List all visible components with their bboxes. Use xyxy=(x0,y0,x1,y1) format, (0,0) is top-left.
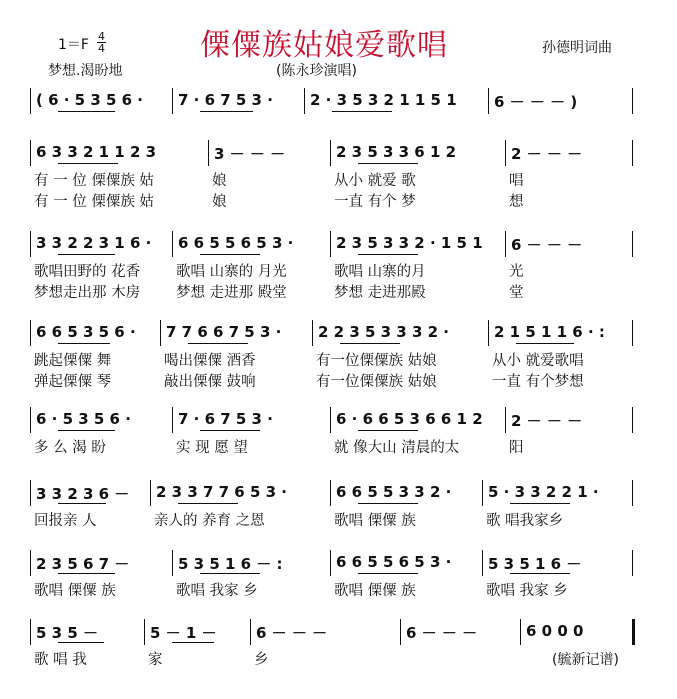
barline xyxy=(330,480,331,506)
measure-notes: 5 － 1 － xyxy=(150,624,217,642)
measure-notes: 2 3 5 6 7 － xyxy=(36,555,130,573)
lyric-segment: 喝出傈僳 酒香 xyxy=(164,353,256,369)
barline xyxy=(330,140,331,166)
lyric-segment: 梦想走出那 木房 xyxy=(34,285,141,301)
lyric-segment: 唱 xyxy=(509,173,524,189)
lyric-segment: 有一位傈僳族 姑娘 xyxy=(316,353,437,369)
lyric-segment: 歌 唱我家乡 xyxy=(486,513,564,529)
lyric-segment: 歌唱田野的 花香 xyxy=(34,264,141,280)
barline xyxy=(250,619,251,645)
lyric-segment: 娘 xyxy=(212,173,227,189)
lyric-segment: 歌唱 山寨的 月光 xyxy=(176,264,287,280)
note-beam xyxy=(358,163,418,164)
lyric-segment: 实 现 愿 望 xyxy=(176,440,248,456)
lyric-segment: 亲人的 养育 之恩 xyxy=(154,513,265,529)
measure-notes: 6 3 3 2 1 1 2 3 xyxy=(36,143,157,161)
barline xyxy=(304,88,305,114)
lyric-segment: 梦想 走进那殿 xyxy=(334,285,426,301)
lyric-segment: 梦想 走进那 殿堂 xyxy=(176,285,287,301)
measure-notes: 7 · 6 7 5 3 · xyxy=(178,91,273,109)
barline xyxy=(330,550,331,576)
lyric-segment: 阳 xyxy=(509,440,524,456)
lyric-segment: 歌唱 傈僳 族 xyxy=(34,583,116,599)
lyric-segment: 光 xyxy=(509,264,524,280)
time-signature xyxy=(97,31,106,54)
tempo-expression: 梦想.渴盼地 xyxy=(48,63,123,79)
barline xyxy=(632,140,633,166)
measure-notes: 6 6 5 5 6 5 3 · xyxy=(178,234,294,252)
note-beam xyxy=(178,503,238,504)
barline xyxy=(505,231,506,257)
note-beam xyxy=(200,254,260,255)
note-beam xyxy=(510,573,570,574)
note-beam xyxy=(332,111,392,112)
note-beam xyxy=(358,573,418,574)
note-beam xyxy=(358,503,418,504)
note-beam xyxy=(340,343,400,344)
note-beam xyxy=(58,573,115,574)
measure-notes: 5 · 3 3 2 2 1 · xyxy=(488,483,599,501)
barline xyxy=(482,480,483,506)
measure-notes: 7 7 6 6 7 5 3 · xyxy=(166,323,282,341)
measure-notes: 2 2 3 5 3 3 3 2 · xyxy=(318,323,449,341)
lyric-segment: 弹起傈僳 琴 xyxy=(34,374,112,390)
barline xyxy=(482,550,483,576)
barline xyxy=(312,320,313,346)
barline xyxy=(632,407,633,433)
song-title: 傈僳族姑娘爱歌唱 xyxy=(200,28,448,63)
measure-notes: 6 6 5 3 5 6 · xyxy=(36,323,136,341)
measure-notes: 2 3 5 3 3 2 · 1 5 1 xyxy=(336,234,483,252)
lyric-segment: 歌唱 我家 乡 xyxy=(176,583,258,599)
measure-notes: 3 3 2 3 6 － xyxy=(36,485,130,503)
barline xyxy=(505,140,506,166)
measure-notes: 5 3 5 1 6 － : xyxy=(178,555,283,573)
lyric-segment: 歌唱 傈僳 族 xyxy=(334,583,416,599)
lyric-segment: 就 像大山 清晨的太 xyxy=(334,440,460,456)
measure-notes: 5 3 5 1 6 － xyxy=(488,555,582,573)
measure-notes: 2 － － － xyxy=(511,145,583,163)
note-beam xyxy=(358,430,418,431)
note-beam xyxy=(200,430,260,431)
note-beam xyxy=(516,343,574,344)
barline xyxy=(30,320,31,346)
note-beam xyxy=(358,254,418,255)
note-beam xyxy=(172,642,214,643)
lyric-segment: 一直 有个梦想 xyxy=(492,374,584,390)
measure-notes: 5 3 5 － xyxy=(36,624,98,642)
note-beam xyxy=(58,163,118,164)
note-beam xyxy=(58,111,115,112)
lyric-segment: 歌 唱 我 xyxy=(34,652,87,668)
key-signature: 1＝F xyxy=(58,37,89,53)
note-beam xyxy=(58,254,115,255)
note-beam xyxy=(58,642,104,643)
note-beam xyxy=(58,343,110,344)
barline xyxy=(400,619,401,645)
measure-notes: 3 3 2 2 3 1 6 · xyxy=(36,234,152,252)
lyric-segment: 跳起傈僳 舞 xyxy=(34,353,112,369)
lyric-segment: 多 么 渴 盼 xyxy=(34,440,106,456)
barline xyxy=(632,320,633,346)
lyric-segment: 歌唱 我家 乡 xyxy=(486,583,568,599)
measure-notes: 2 · 3 5 3 2 1 1 5 1 xyxy=(310,91,457,109)
lyric-segment: 娘 xyxy=(212,194,227,210)
barline xyxy=(172,550,173,576)
lyric-segment: 歌唱 傈僳 族 xyxy=(334,513,416,529)
barline xyxy=(30,88,31,114)
lyric-segment: 一直 有个 梦 xyxy=(334,194,416,210)
measure-notes: 6 6 5 5 6 5 3 · xyxy=(336,553,452,571)
barline xyxy=(330,231,331,257)
barline xyxy=(632,480,633,506)
barline xyxy=(30,140,31,166)
measure-notes: 3 － － － xyxy=(214,145,286,163)
measure-notes: 7 · 6 7 5 3 · xyxy=(178,410,273,428)
barline xyxy=(172,88,173,114)
measure-notes: 6 0 0 0 xyxy=(526,622,584,640)
lyric-segment: 乡 xyxy=(254,652,269,668)
note-beam xyxy=(510,503,570,504)
measure-notes: 6 － － － xyxy=(511,236,583,254)
lyric-segment: 歌唱 山寨的月 xyxy=(334,264,426,280)
note-beam xyxy=(58,503,106,504)
barline xyxy=(632,550,633,576)
measure-notes: 6 6 5 5 3 3 2 · xyxy=(336,483,452,501)
barline xyxy=(30,231,31,257)
measure-notes: 2 3 5 3 3 6 1 2 xyxy=(336,143,457,161)
time-signature-top: 4 xyxy=(98,30,105,43)
barline xyxy=(520,619,521,645)
measure-notes: 2 1 5 1 1 6 · : xyxy=(494,323,605,341)
measure-notes: 6 · 5 3 5 6 · xyxy=(36,410,131,428)
barline xyxy=(172,231,173,257)
note-beam xyxy=(200,573,260,574)
measure-notes: 6 － － － ) xyxy=(494,93,578,111)
lyric-segment: 有 一 位 傈僳族 姑 xyxy=(34,194,154,210)
transcriber-credit: (毓新记谱) xyxy=(552,652,619,668)
lyric-segment: 有一位傈僳族 姑娘 xyxy=(316,374,437,390)
measure-notes: 2 － － － xyxy=(511,412,583,430)
barline xyxy=(30,550,31,576)
barline xyxy=(172,407,173,433)
note-beam xyxy=(200,111,253,112)
measure-notes: 2 3 3 7 7 6 5 3 · xyxy=(156,483,287,501)
lyric-segment: 从小 就爱歌唱 xyxy=(492,353,584,369)
barline xyxy=(505,407,506,433)
measure-notes: ( 6 · 5 3 5 6 · xyxy=(36,91,143,109)
measure-notes: 6 － － － xyxy=(406,624,478,642)
lyric-segment: 回报亲 人 xyxy=(34,513,97,529)
note-beam xyxy=(188,343,248,344)
barline xyxy=(632,231,633,257)
lyric-segment: 有 一 位 傈僳族 姑 xyxy=(34,173,154,189)
lyric-segment: 敲出傈僳 鼓响 xyxy=(164,374,256,390)
barline xyxy=(330,407,331,433)
note-beam xyxy=(58,430,115,431)
measure-notes: 6 － － － xyxy=(256,624,328,642)
barline xyxy=(30,619,31,645)
barline xyxy=(150,480,151,506)
composer: 孙德明词曲 xyxy=(542,40,612,56)
singer: (陈永珍演唱) xyxy=(276,63,357,79)
barline xyxy=(30,480,31,506)
measure-notes: 6 · 6 6 5 3 6 6 1 2 xyxy=(336,410,483,428)
barline xyxy=(632,88,633,114)
lyric-segment: 从小 就爱 歌 xyxy=(334,173,416,189)
barline xyxy=(488,320,489,346)
barline xyxy=(208,140,209,166)
lyric-segment: 堂 xyxy=(509,285,524,301)
lyric-segment: 家 xyxy=(148,652,163,668)
barline xyxy=(488,88,489,114)
barline xyxy=(144,619,145,645)
barline xyxy=(632,619,635,645)
lyric-segment: 想 xyxy=(509,194,524,210)
barline xyxy=(30,407,31,433)
time-signature-bottom: 4 xyxy=(98,42,105,55)
barline xyxy=(160,320,161,346)
